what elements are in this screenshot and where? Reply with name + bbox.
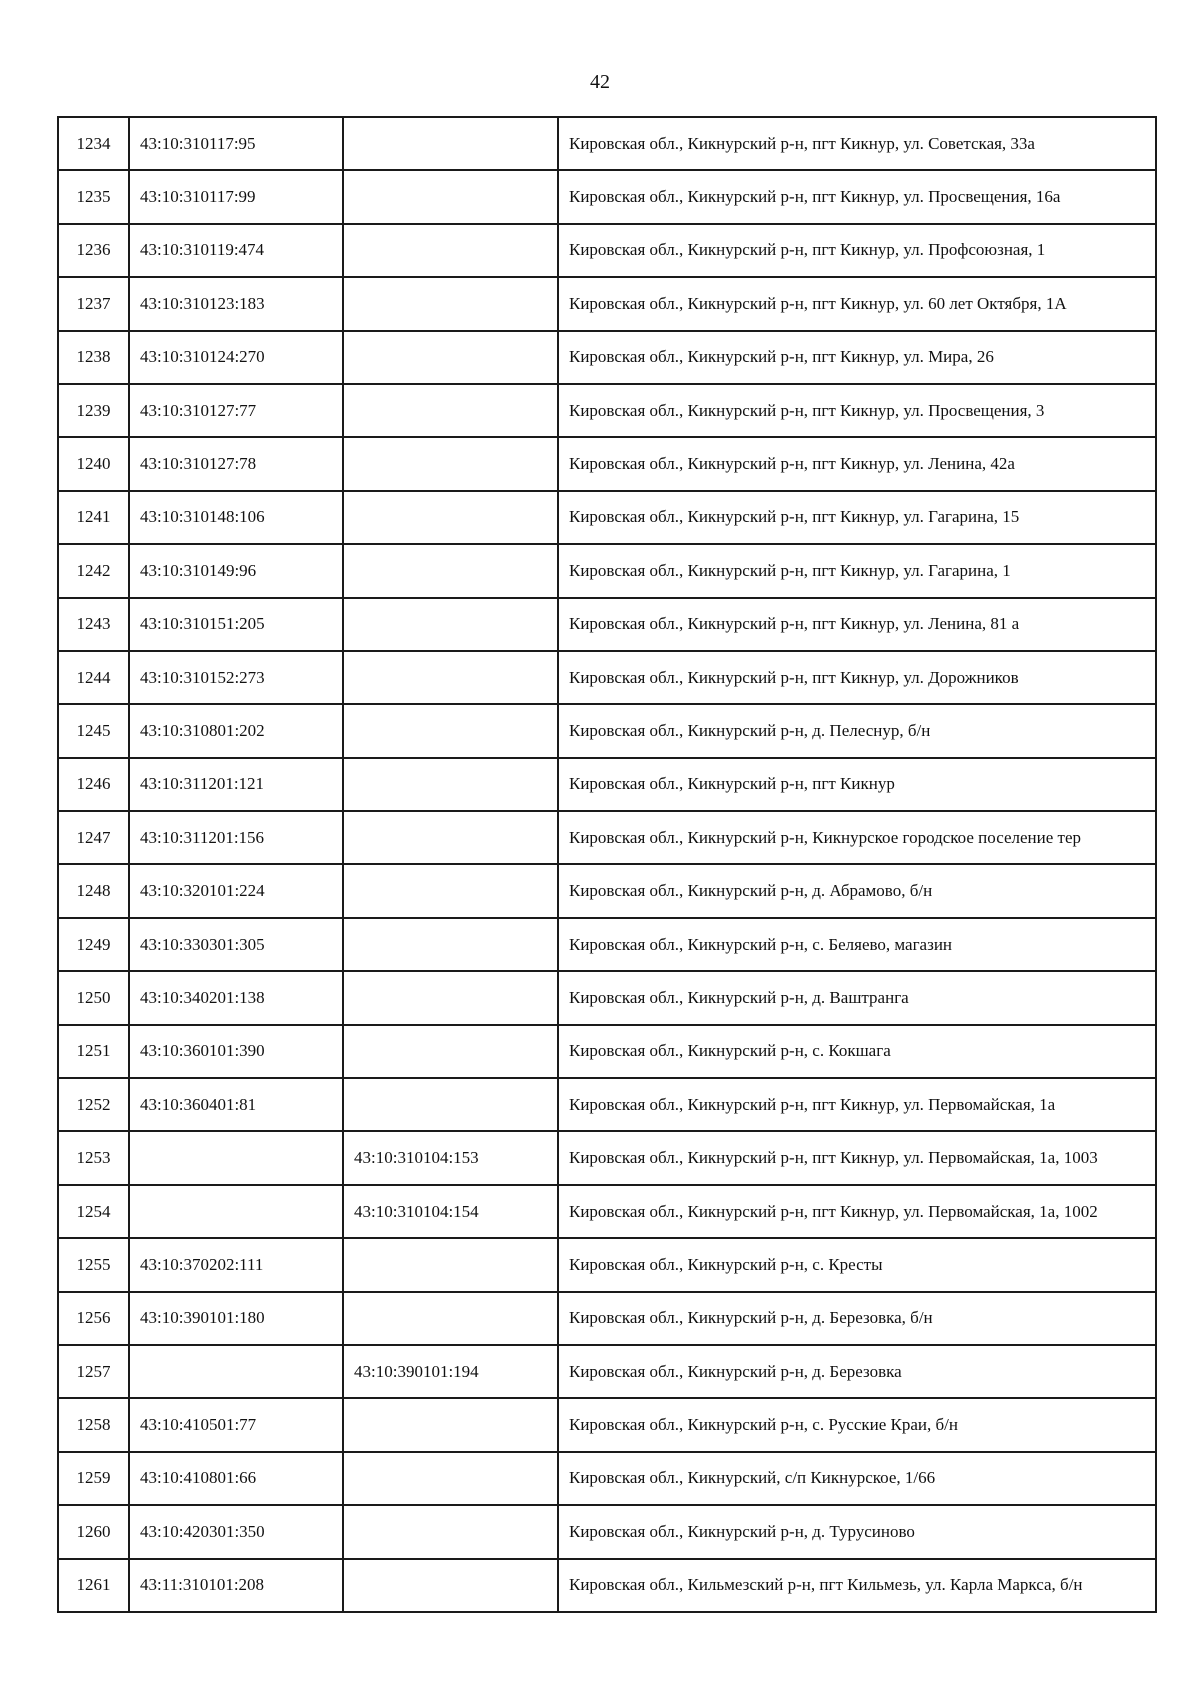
sub-cadastral-number-cell (343, 758, 558, 811)
cadastral-number-cell: 43:10:310149:96 (129, 544, 343, 597)
row-number-cell: 1249 (58, 918, 129, 971)
row-number-cell: 1258 (58, 1398, 129, 1451)
cadastral-number-cell: 43:10:310152:273 (129, 651, 343, 704)
table-row (58, 384, 1156, 437)
row-number-cell: 1255 (58, 1238, 129, 1291)
address-cell: Кировская обл., Кикнурский р-н, Кикнурское городское поселение тер (558, 811, 1156, 864)
row-number-cell: 1257 (58, 1345, 129, 1398)
cadastral-number-cell: 43:10:310124:270 (129, 331, 343, 384)
row-number-cell: 1261 (58, 1559, 129, 1612)
table-row (58, 1559, 1156, 1612)
cadastral-number-cell: 43:10:310117:95 (129, 117, 343, 170)
row-number-cell: 1235 (58, 170, 129, 223)
table-row (58, 1398, 1156, 1451)
cadastral-number-cell (129, 1345, 343, 1398)
address-cell: Кировская обл., Кикнурский р-н, пгт Кикнур, ул. Ленина, 42а (558, 437, 1156, 490)
table-row (58, 491, 1156, 544)
cadastral-number-cell: 43:10:360101:390 (129, 1025, 343, 1078)
row-number-cell: 1250 (58, 971, 129, 1024)
sub-cadastral-number-cell (343, 491, 558, 544)
address-cell: Кировская обл., Кикнурский р-н, д. Абрамово, б/н (558, 864, 1156, 917)
cadastral-number-cell: 43:10:320101:224 (129, 864, 343, 917)
table-row (58, 1025, 1156, 1078)
address-cell: Кировская обл., Кикнурский р-н, пгт Кикнур, ул. 60 лет Октября, 1А (558, 277, 1156, 330)
cadastral-number-cell: 43:10:310148:106 (129, 491, 343, 544)
row-number-cell: 1256 (58, 1292, 129, 1345)
row-number-cell: 1248 (58, 864, 129, 917)
address-cell: Кировская обл., Кикнурский р-н, д. Турусиново (558, 1505, 1156, 1558)
sub-cadastral-number-cell (343, 117, 558, 170)
row-number-cell: 1239 (58, 384, 129, 437)
row-number-cell: 1259 (58, 1452, 129, 1505)
row-number-cell: 1238 (58, 331, 129, 384)
row-number-cell: 1253 (58, 1131, 129, 1184)
table-row (58, 331, 1156, 384)
table-row (58, 598, 1156, 651)
table-row (58, 544, 1156, 597)
table-row (58, 1078, 1156, 1131)
address-cell: Кировская обл., Кикнурский р-н, пгт Кикнур (558, 758, 1156, 811)
table-row (58, 1505, 1156, 1558)
cadastral-number-cell (129, 1185, 343, 1238)
sub-cadastral-number-cell (343, 1452, 558, 1505)
row-number-cell: 1260 (58, 1505, 129, 1558)
cadastral-number-cell: 43:10:310127:77 (129, 384, 343, 437)
address-cell: Кировская обл., Кикнурский р-н, д. Ваштранга (558, 971, 1156, 1024)
table-row (58, 971, 1156, 1024)
cadastral-number-cell: 43:10:360401:81 (129, 1078, 343, 1131)
cadastral-number-cell: 43:10:310127:78 (129, 437, 343, 490)
sub-cadastral-number-cell (343, 1292, 558, 1345)
row-number-cell: 1247 (58, 811, 129, 864)
cadastral-number-cell: 43:10:310151:205 (129, 598, 343, 651)
table-row (58, 1452, 1156, 1505)
row-number-cell: 1240 (58, 437, 129, 490)
cadastral-number-cell: 43:10:410501:77 (129, 1398, 343, 1451)
cadastral-number-cell: 43:10:370202:111 (129, 1238, 343, 1291)
address-cell: Кировская обл., Кикнурский р-н, пгт Кикнур, ул. Профсоюзная, 1 (558, 224, 1156, 277)
table-row (58, 1292, 1156, 1345)
sub-cadastral-number-cell (343, 437, 558, 490)
cadastral-number-cell: 43:10:330301:305 (129, 918, 343, 971)
address-cell: Кировская обл., Кикнурский р-н, пгт Кикнур, ул. Первомайская, 1а, 1002 (558, 1185, 1156, 1238)
address-cell: Кировская обл., Кикнурский р-н, пгт Кикнур, ул. Дорожников (558, 651, 1156, 704)
row-number-cell: 1244 (58, 651, 129, 704)
sub-cadastral-number-cell (343, 1025, 558, 1078)
cadastral-number-cell: 43:11:310101:208 (129, 1559, 343, 1612)
table-row (58, 651, 1156, 704)
address-cell: Кировская обл., Кильмезский р-н, пгт Кильмезь, ул. Карла Маркса, б/н (558, 1559, 1156, 1612)
table-row (58, 704, 1156, 757)
sub-cadastral-number-cell (343, 598, 558, 651)
registry-table (57, 116, 1157, 1613)
sub-cadastral-number-cell: 43:10:390101:194 (343, 1345, 558, 1398)
table-row (58, 1238, 1156, 1291)
address-cell: Кировская обл., Кикнурский р-н, д. Березовка, б/н (558, 1292, 1156, 1345)
row-number-cell: 1242 (58, 544, 129, 597)
sub-cadastral-number-cell (343, 864, 558, 917)
table-row (58, 864, 1156, 917)
cadastral-number-cell: 43:10:340201:138 (129, 971, 343, 1024)
row-number-cell: 1236 (58, 224, 129, 277)
address-cell: Кировская обл., Кикнурский р-н, д. Пелеснур, б/н (558, 704, 1156, 757)
address-cell: Кировская обл., Кикнурский р-н, с. Кокшага (558, 1025, 1156, 1078)
table-row (58, 437, 1156, 490)
address-cell: Кировская обл., Кикнурский р-н, пгт Кикнур, ул. Мира, 26 (558, 331, 1156, 384)
sub-cadastral-number-cell (343, 1238, 558, 1291)
table-row (58, 1185, 1156, 1238)
cadastral-number-cell: 43:10:310801:202 (129, 704, 343, 757)
table-row (58, 918, 1156, 971)
row-number-cell: 1251 (58, 1025, 129, 1078)
cadastral-number-cell: 43:10:310117:99 (129, 170, 343, 223)
sub-cadastral-number-cell (343, 704, 558, 757)
cadastral-number-cell (129, 1131, 343, 1184)
registry-table-body (58, 117, 1156, 1612)
address-cell: Кировская обл., Кикнурский р-н, пгт Кикнур, ул. Гагарина, 1 (558, 544, 1156, 597)
address-cell: Кировская обл., Кикнурский р-н, с. Кресты (558, 1238, 1156, 1291)
table-row (58, 277, 1156, 330)
table-row (58, 1345, 1156, 1398)
cadastral-number-cell: 43:10:420301:350 (129, 1505, 343, 1558)
row-number-cell: 1234 (58, 117, 129, 170)
row-number-cell: 1241 (58, 491, 129, 544)
table-row (58, 758, 1156, 811)
table-row (58, 224, 1156, 277)
sub-cadastral-number-cell: 43:10:310104:154 (343, 1185, 558, 1238)
sub-cadastral-number-cell (343, 971, 558, 1024)
cadastral-number-cell: 43:10:410801:66 (129, 1452, 343, 1505)
address-cell: Кировская обл., Кикнурский р-н, пгт Кикнур, ул. Просвещения, 16а (558, 170, 1156, 223)
sub-cadastral-number-cell (343, 1398, 558, 1451)
cadastral-number-cell: 43:10:310123:183 (129, 277, 343, 330)
row-number-cell: 1237 (58, 277, 129, 330)
row-number-cell: 1243 (58, 598, 129, 651)
cadastral-number-cell: 43:10:311201:156 (129, 811, 343, 864)
address-cell: Кировская обл., Кикнурский р-н, пгт Кикнур, ул. Просвещения, 3 (558, 384, 1156, 437)
cadastral-number-cell: 43:10:311201:121 (129, 758, 343, 811)
address-cell: Кировская обл., Кикнурский р-н, пгт Кикнур, ул. Первомайская, 1а, 1003 (558, 1131, 1156, 1184)
address-cell: Кировская обл., Кикнурский р-н, с. Русские Краи, б/н (558, 1398, 1156, 1451)
address-cell: Кировская обл., Кикнурский р-н, с. Беляево, магазин (558, 918, 1156, 971)
address-cell: Кировская обл., Кикнурский р-н, пгт Кикнур, ул. Первомайская, 1а (558, 1078, 1156, 1131)
address-cell: Кировская обл., Кикнурский р-н, пгт Кикнур, ул. Гагарина, 15 (558, 491, 1156, 544)
row-number-cell: 1245 (58, 704, 129, 757)
address-cell: Кировская обл., Кикнурский, с/п Кикнурское, 1/66 (558, 1452, 1156, 1505)
sub-cadastral-number-cell (343, 277, 558, 330)
page-number: 42 (590, 71, 610, 93)
table-row (58, 811, 1156, 864)
sub-cadastral-number-cell (343, 1505, 558, 1558)
row-number-cell: 1246 (58, 758, 129, 811)
sub-cadastral-number-cell (343, 1559, 558, 1612)
cadastral-number-cell: 43:10:310119:474 (129, 224, 343, 277)
sub-cadastral-number-cell (343, 651, 558, 704)
table-row (58, 170, 1156, 223)
sub-cadastral-number-cell (343, 918, 558, 971)
sub-cadastral-number-cell (343, 224, 558, 277)
sub-cadastral-number-cell (343, 1078, 558, 1131)
sub-cadastral-number-cell: 43:10:310104:153 (343, 1131, 558, 1184)
sub-cadastral-number-cell (343, 811, 558, 864)
row-number-cell: 1254 (58, 1185, 129, 1238)
table-row (58, 1131, 1156, 1184)
address-cell: Кировская обл., Кикнурский р-н, пгт Кикнур, ул. Советская, 33а (558, 117, 1156, 170)
row-number-cell: 1252 (58, 1078, 129, 1131)
address-cell: Кировская обл., Кикнурский р-н, д. Березовка (558, 1345, 1156, 1398)
address-cell: Кировская обл., Кикнурский р-н, пгт Кикнур, ул. Ленина, 81 а (558, 598, 1156, 651)
sub-cadastral-number-cell (343, 544, 558, 597)
table-row (58, 117, 1156, 170)
sub-cadastral-number-cell (343, 331, 558, 384)
cadastral-number-cell: 43:10:390101:180 (129, 1292, 343, 1345)
sub-cadastral-number-cell (343, 170, 558, 223)
sub-cadastral-number-cell (343, 384, 558, 437)
